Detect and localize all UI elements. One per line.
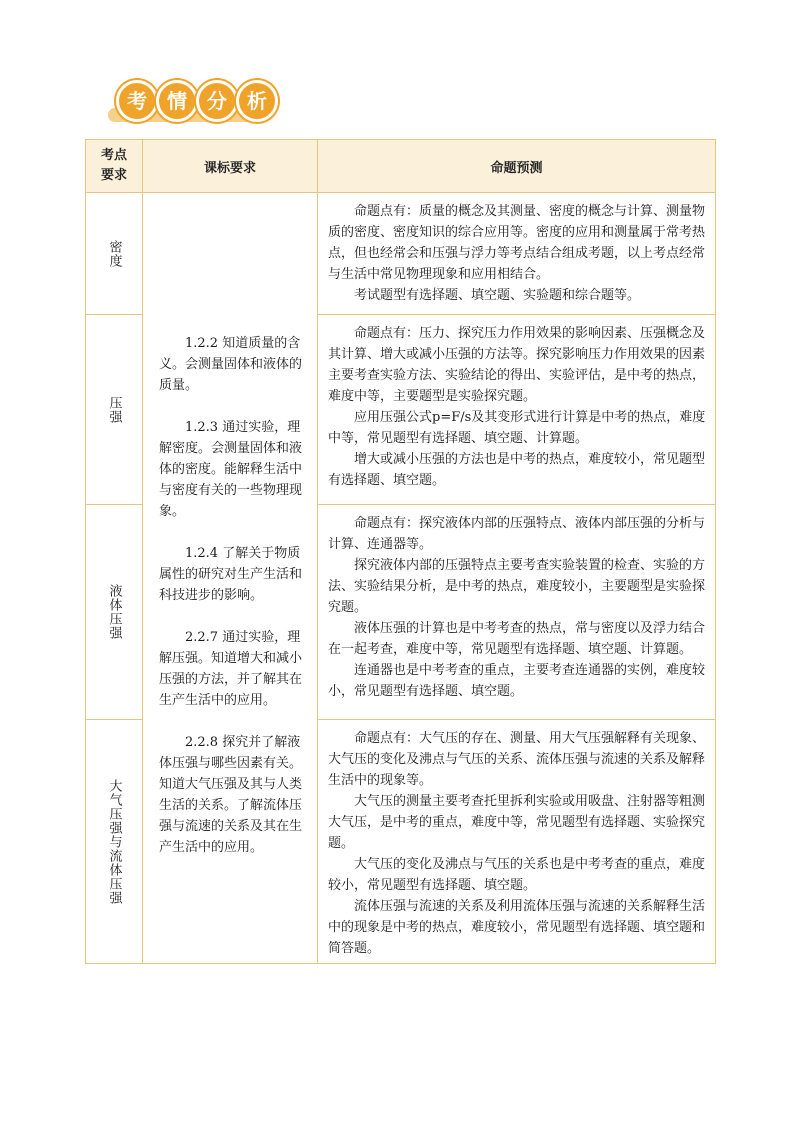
topic-label: 液体压强 [106,584,122,640]
header-standards: 课标要求 [143,140,318,193]
prediction-cell [318,720,716,964]
prediction-paragraph: 大气压的测量主要考查托里拆利实验或用吸盘、注射器等粗测大气压，是中考的重点，难度中等，常见题型有选择题、实验探究题。 [328,794,706,851]
prediction-cell [318,193,716,315]
table-header-row [86,140,716,193]
prediction-cell [318,505,716,720]
prediction-cell [318,315,716,505]
standard-item: 2.2.7 通过实验，理解压强。知道增大和减小压强的方法，并了解其在生产生活中的应用。 [159,630,303,708]
standard-item: 2.2.8 探究并了解液体压强与哪些因素有关。知道大气压强及其与人类生活的关系。了解流体压强与流速的关系及其在生产生活中的应用。 [159,735,303,855]
standard-item: 1.2.2 知道质量的含义。会测量固体和液体的质量。 [159,336,303,393]
topic-label: 密度 [106,239,122,268]
prediction-paragraph: 探究液体内部的压强特点主要考查实验装置的检查、实验的方法、实验结果分析，是中考的热点，难度较小，主要题型是实验探究题。 [328,558,706,615]
table-row [86,193,716,315]
standard-item: 1.2.3 通过实验，理解密度。会测量固体和液体的密度。能解释生活中与密度有关的一些物理现象。 [159,420,303,519]
prediction-paragraph: 大气压的变化及沸点与气压的关系也是中考考查的重点，难度较小，常见题型有选择题、填空题。 [328,857,706,893]
topic-cell [86,720,143,964]
topic-label: 压强 [106,395,122,424]
prediction-paragraph: 考试题型有选择题、填空题、实验题和综合题等。 [354,288,641,303]
topic-cell [86,315,143,505]
topic-cell [86,505,143,720]
standards-cell [143,193,318,964]
prediction-paragraph: 液体压强的计算也是中考考查的热点，常与密度以及浮力结合在一起考查，难度中等，常见题型有选择题、填空题、计算题。 [328,621,706,657]
topic-cell [86,193,143,315]
heading-char: 情 [156,80,198,122]
header-topic-line1: 考点 [100,148,127,163]
header-topic-line2: 要求 [100,168,127,183]
prediction-paragraph: 命题点有：压力、探究压力作用效果的影响因素、压强概念及其计算、增大或减小压强的方法等。探究影响压力作用效果的因素主要考查实验方法、实验结论的得出、实验评估，是中考的热点，难度中等，主要题型是实验探究题。 [328,326,706,404]
heading-char: 析 [236,80,278,122]
header-topic [86,140,143,193]
prediction-paragraph: 应用压强公式p=F/s及其变形式进行计算是中考的热点，难度中等，常见题型有选择题、填空题、计算题。 [328,410,706,446]
topic-label: 大气压强与流体压强 [106,778,122,905]
header-predictions: 命题预测 [318,140,716,193]
prediction-paragraph: 命题点有：大气压的存在、测量、用大气压强解释有关现象、大气压的变化及沸点与气压的关系、流体压强与流速的关系及解释生活中的现象等。 [328,731,706,788]
exam-analysis-table [85,139,716,964]
prediction-paragraph: 命题点有：探究液体内部的压强特点、液体内部压强的分析与计算、连通器等。 [328,516,706,552]
prediction-paragraph: 增大或减小压强的方法也是中考的热点，难度较小，常见题型有选择题、填空题。 [328,452,706,488]
prediction-paragraph: 命题点有：质量的概念及其测量、密度的概念与计算、测量物质的密度、密度知识的综合应用等。密度的应用和测量属于常考热点，但也经常会和压强与浮力等考点结合组成考题，以上考点经常与生活中常见物理现象和应用相结合。 [328,204,706,282]
section-heading [108,78,268,130]
heading-char: 分 [196,80,238,122]
prediction-paragraph: 连通器也是中考考查的重点，主要考查连通器的实例，难度较小，常见题型有选择题、填空题。 [328,663,706,699]
standard-item: 1.2.4 了解关于物质属性的研究对生产生活和科技进步的影响。 [159,546,303,603]
heading-char: 考 [116,80,158,122]
prediction-paragraph: 流体压强与流速的关系及利用流体压强与流速的关系解释生活中的现象是中考的热点，难度较小，常见题型有选择题、填空题和简答题。 [328,899,706,956]
